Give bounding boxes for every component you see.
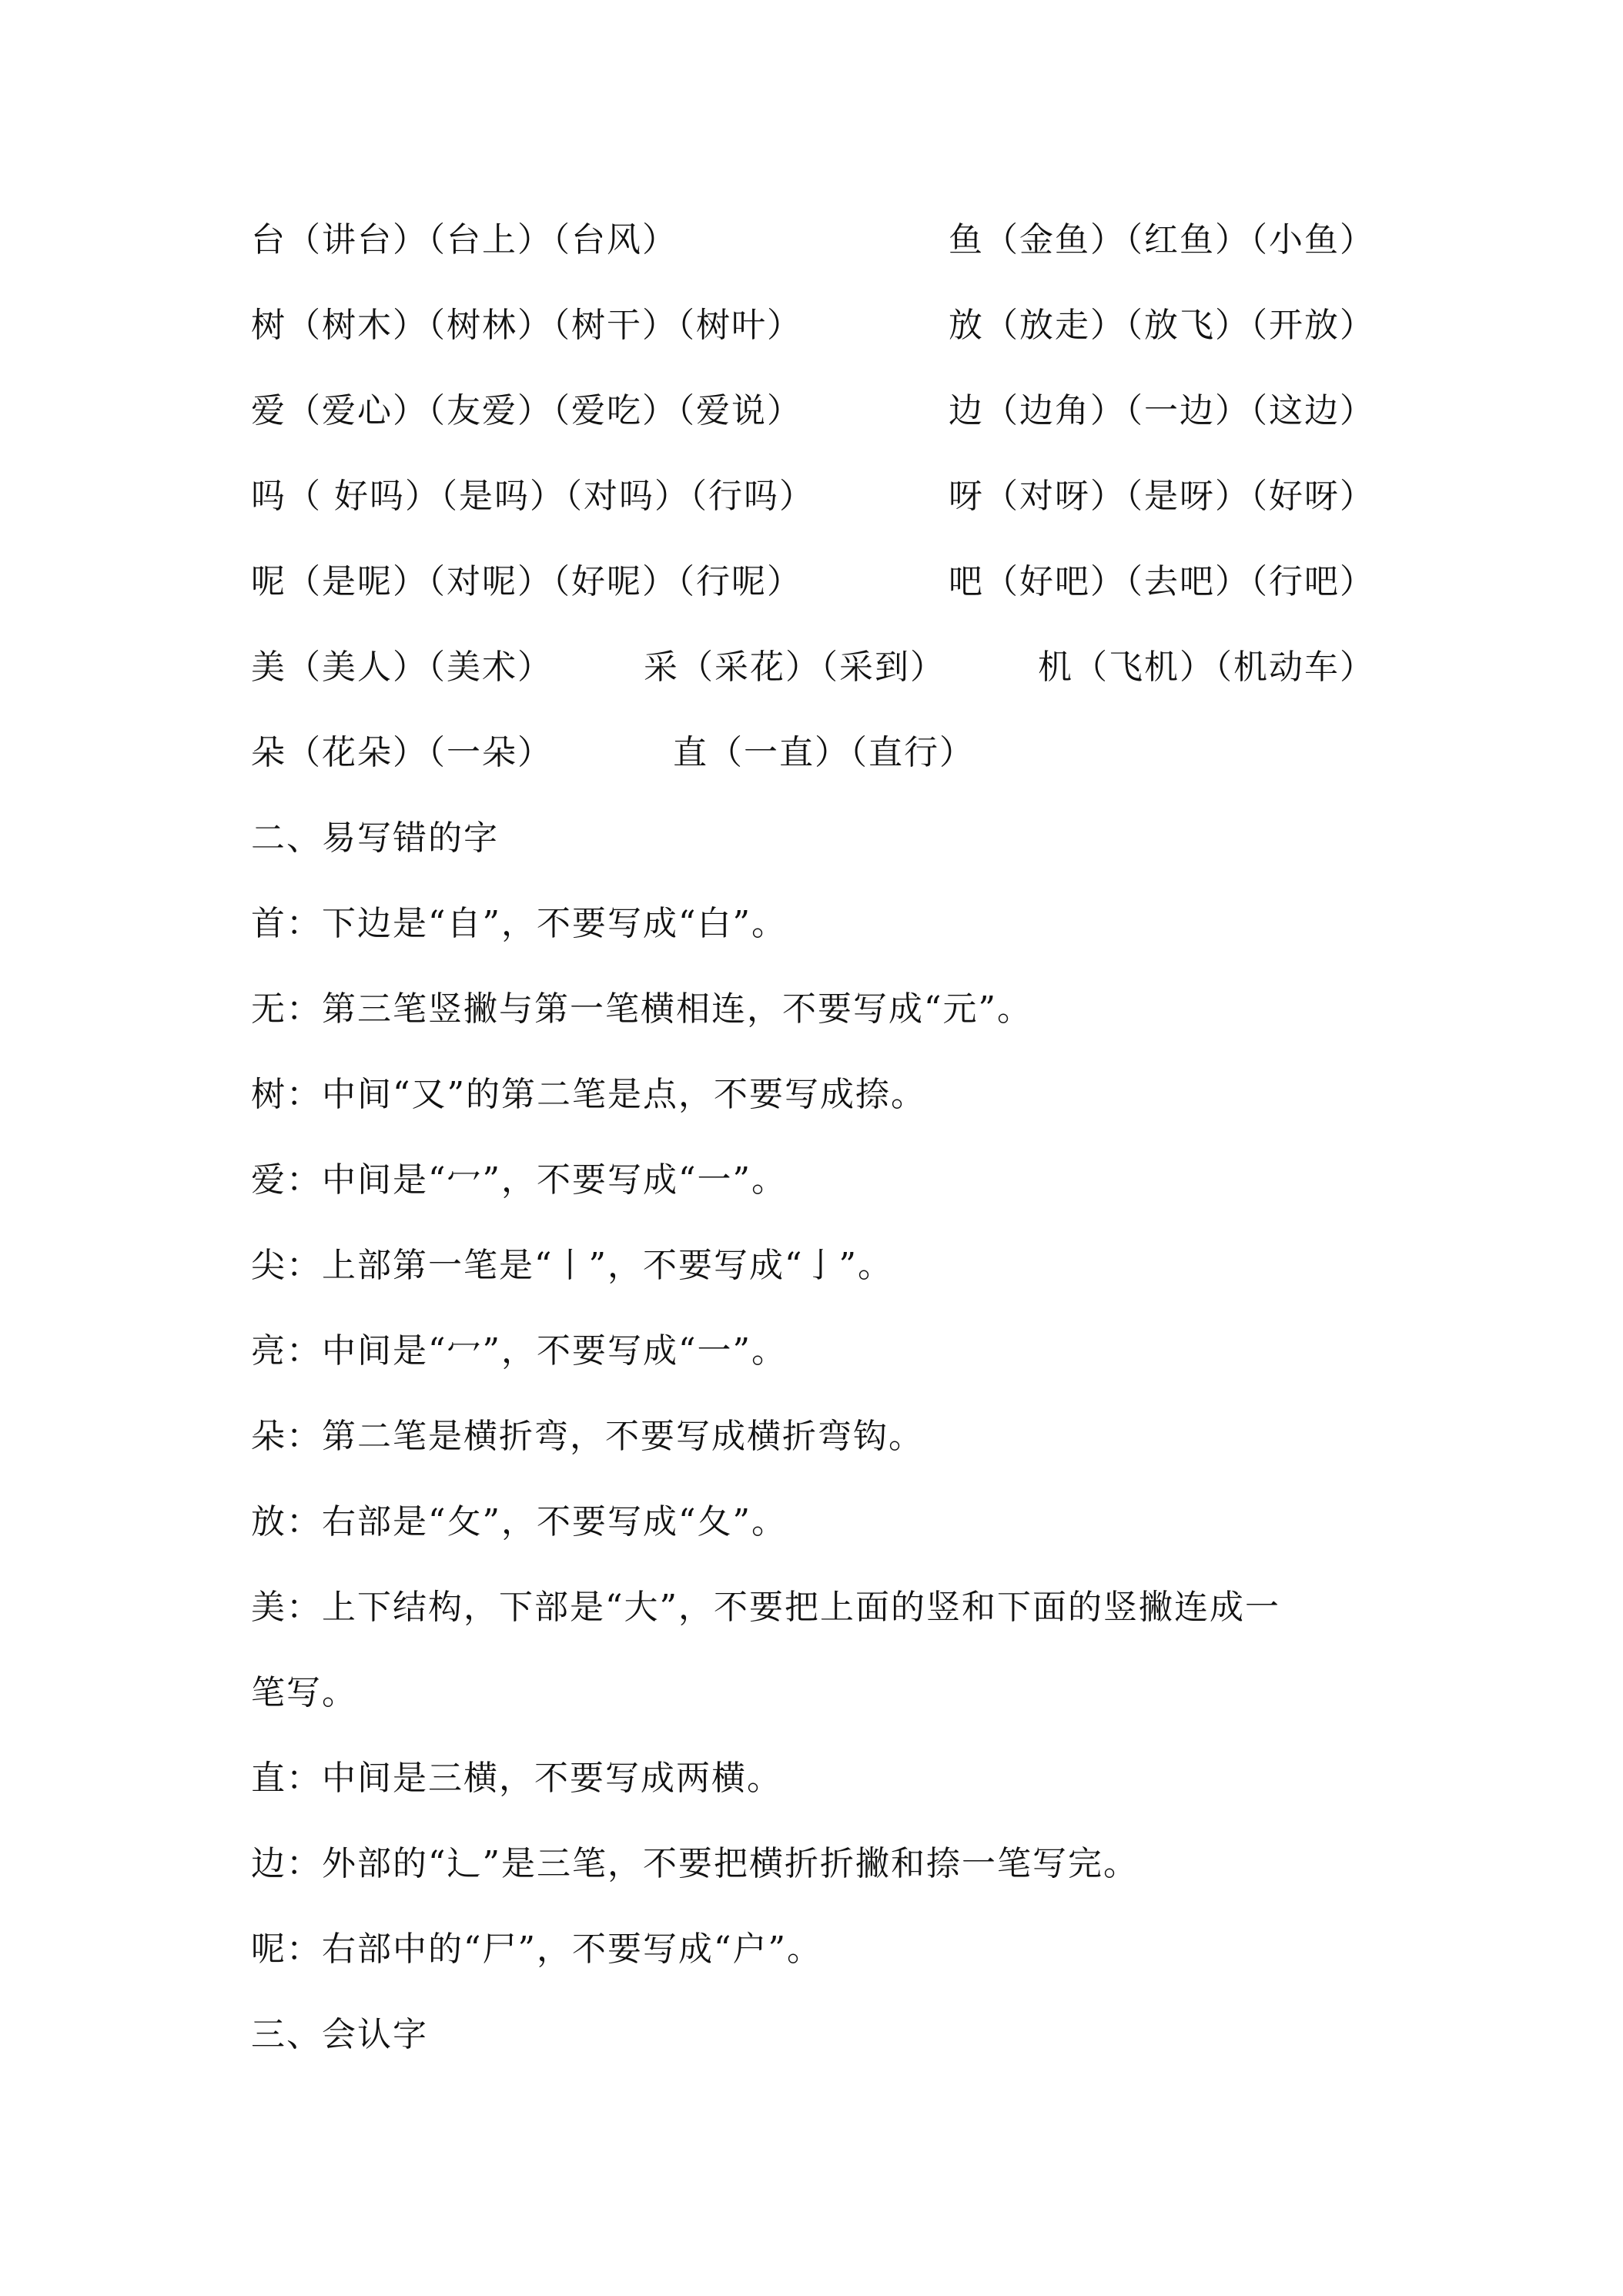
word-group-row [251, 722, 1375, 784]
word-group-left: 呢（是呢）（对呢）（好呢）（行呢） [251, 562, 802, 601]
word-group-right: 吧（好吧）（去吧）（行吧） [949, 562, 1375, 601]
word-group-row [251, 637, 1375, 698]
word-group-entry: 采（采花）（采到） [644, 648, 945, 687]
rule-item: 边：外部的“辶”是三笔，不要把横折折撇和捺一笔写完。 [251, 1844, 1139, 1883]
word-group-entry: 机（飞机）（机动车） [1038, 648, 1375, 687]
word-group-row [251, 380, 1375, 442]
word-group-row [251, 295, 1375, 356]
word-group-row [251, 209, 1375, 271]
rule-item: 亮：中间是“冖”，不要写成“一”。 [251, 1331, 787, 1371]
word-group-entry: 直（一直）（直行） [673, 733, 975, 772]
rule-item-continuation: 笔写。 [251, 1673, 357, 1712]
section-heading: 二、易写错的字 [251, 818, 499, 858]
word-group-entry: 朵（花朵）（一朵） [251, 733, 553, 772]
word-group-right: 呀（对呀）（是呀）（好呀） [949, 477, 1375, 516]
word-group-left: 树（树木）（树林）（树干）（树叶） [251, 306, 802, 345]
word-group-left: 台（讲台）（台上）（台风） [251, 220, 678, 259]
rule-item: 美：上下结构，下部是“大”，不要把上面的竖和下面的竖撇连成一 [251, 1588, 1280, 1627]
rule-item: 尖：上部第一笔是“丨”，不要写成“亅”。 [251, 1246, 893, 1285]
word-group-right: 鱼（金鱼）（红鱼）（小鱼） [949, 220, 1375, 259]
rule-item: 爱：中间是“冖”，不要写成“一”。 [251, 1160, 787, 1200]
rule-item: 树：中间“又”的第二笔是点，不要写成捺。 [251, 1075, 926, 1114]
rule-item: 首：下边是“自”，不要写成“白”。 [251, 904, 787, 943]
rule-item: 直：中间是三横，不要写成两横。 [251, 1759, 782, 1798]
rule-item: 无：第三笔竖撇与第一笔横相连，不要写成“元”。 [251, 989, 1032, 1029]
word-group-row [251, 551, 1375, 613]
rule-item: 放：右部是“攵”，不要写成“夂”。 [251, 1502, 787, 1541]
word-group-entry: 美（美人）（美术） [251, 648, 553, 687]
word-group-right: 边（边角）（一边）（这边） [949, 391, 1375, 430]
section-heading: 三、会认字 [251, 2015, 428, 2054]
rule-item: 呢：右部中的“尸”，不要写成“户”。 [251, 1930, 822, 1969]
word-group-left: 吗（ 好吗）（是吗）（对吗）（行吗） [251, 477, 815, 516]
rule-item: 朵：第二笔是横折弯，不要写成横折弯钩。 [251, 1417, 924, 1456]
word-group-left: 爱（爱心）（友爱）（爱吃）（爱说） [251, 391, 802, 430]
word-group-right: 放（放走）（放飞）（开放） [949, 306, 1375, 345]
word-group-row [251, 466, 1375, 527]
